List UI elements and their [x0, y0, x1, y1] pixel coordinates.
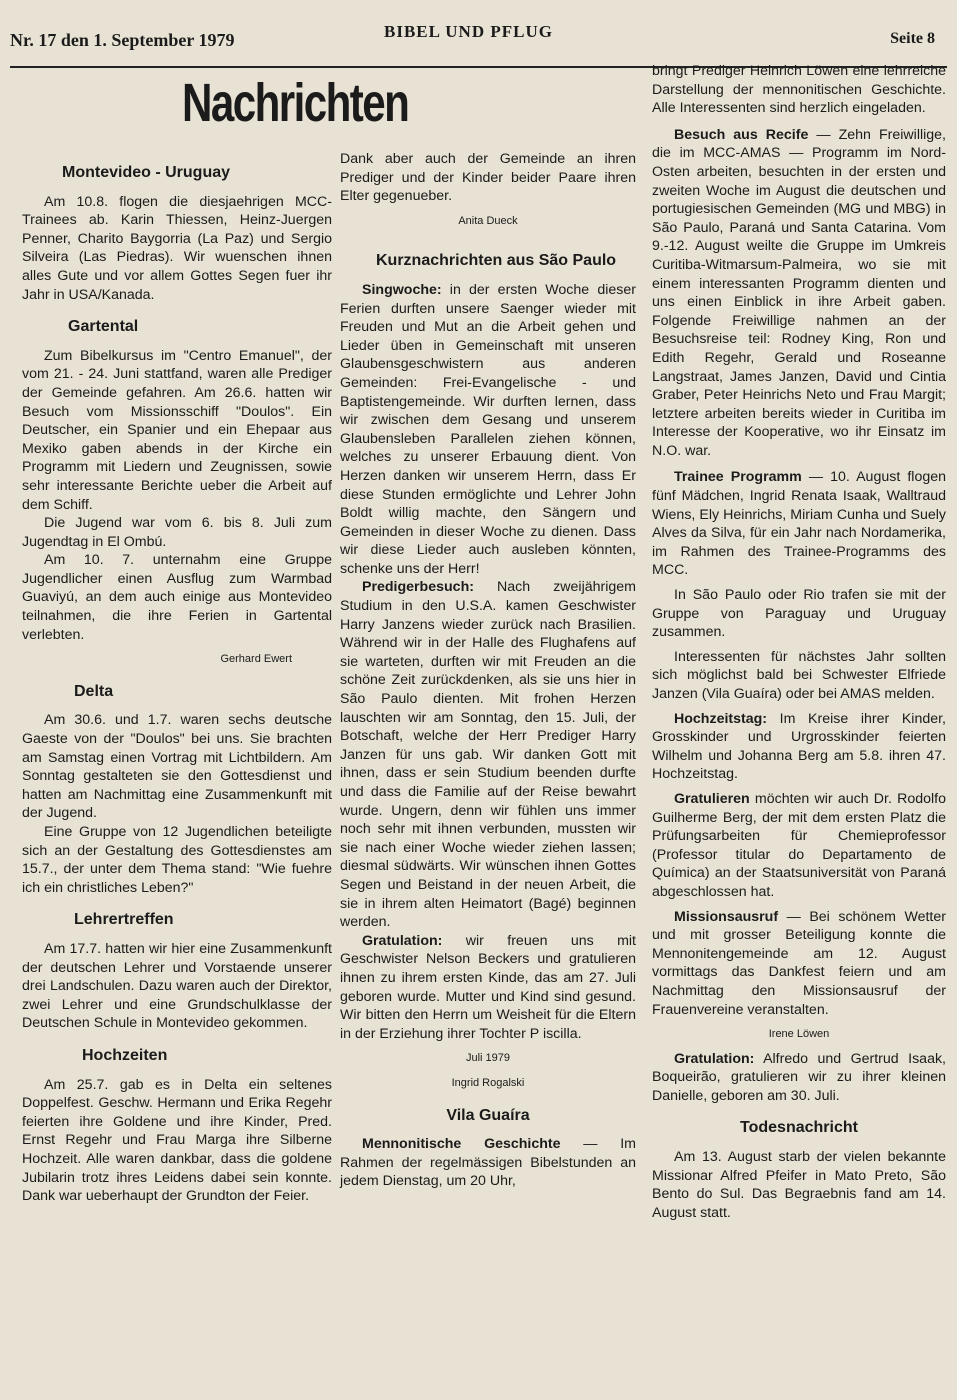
section-title-vila-guaira: Vila Guaíra — [446, 1106, 530, 1124]
masthead-spacer — [22, 70, 332, 150]
gartental-signature: Gerhard Ewert — [220, 653, 292, 666]
column-1 — [22, 70, 332, 1206]
hochzeitstag-lead: Hochzeitstag: — [674, 710, 768, 727]
date-signature: Juli 1979 — [465, 1052, 511, 1065]
recife-text: — Zehn Freiwillige, die im MCC-AMAS — Programm im Nord-Osten arbeiten, besuchten in der ersten und zweiten Woche im August die deutschen und portugiesischen Gemeinden (MG und MBG) in São Paulo, Paraná und Santa Catarina. Vom 9.-12. August weilte die Gruppe im Umkreis Curitiba-Witmarsum-Palmeira, wo sie mit einem interessanten Programm dienten und uns einen Einblick in ihre Arbeit gaben. Folgende Freiwillige nahmen an der Besuchsreise teil: Rodney King, Ron und Edith Regehr, Gerald und Roseanne Langstraat, James Janzen, David und Cintia Graber, Peter Heinrichs Neto und Frau Margit; letztere arbeiten bereits wieder in Curitiba im Interesse der Kooperative, wo ihr Einsatz im N.O. war. — [652, 126, 946, 459]
section-masthead: Nachrichten — [182, 73, 409, 133]
singwoche-text: in der ersten Woche dieser Ferien durften unsere Saenger wieder mit Freuden und Mut an die Arbeit gehen und Lieder üben in Gemeinschaft mit unseren Glaubensgeschwistern aus anderen Gemeinden: Frei-Evangelische - und Baptistengemeinde. Wir durften lernen, dass wir zwischen dem Gesang und unserem Glaubensleben Parallelen ziehen können, welches zu unserer Erbauung dient. Von Herzen danken wir unserem Herrn, dass Er diese Stunden ermöglichte und Lehrer John Boldt willig machte, den Sängern und Gemeinden in dieser Woche zu dienen. Dass wir diese Lieder auch ausleben könnten, schenke uns der Herr! — [340, 281, 636, 577]
gratulieren-text: möchten wir auch Dr. Rodolfo Guilherme Berg, der mit dem ersten Platz die Prüfungsarbeiten für Chemieprofessor (Professor titular do Departamento de Química) an der Staatsuniversität von Paraná abgeschlossen hat. — [652, 790, 946, 900]
section-title-hochzeiten: Hochzeiten — [82, 1046, 168, 1064]
irene-signature: Irene Löwen — [768, 1028, 830, 1041]
trainee-text: — 10. August flogen fünf Mädchen, Ingrid Renata Isaak, Walltraud Wiens, Ely Heinrichs, Miriam Cunha und Suely Alves da Silva, für ein Jahr nach Nordamerika, im Rahmen des Trainee-Programms des MCC. — [652, 469, 947, 579]
lehrertreffen-text: Am 17.7. hatten wir hier eine Zusammenkunft der deutschen Lehrer und Vorstaende unserer drei Landschulen. Dazu waren auch der Direktor, zwei Lehrer und eine Grundschulklasse der Deutschen Schule in Montevideo gekommen. — [22, 940, 332, 1032]
mennonitische-lead: Mennonitische Geschichte — [362, 1136, 561, 1153]
col2-top-text: Dank aber auch der Gemeinde an ihren Prediger und der Kinder beider Paare ihren Elter gegenueber. — [340, 151, 636, 205]
trainee-lead: Trainee Programm — [674, 469, 802, 486]
trainee-p2: In São Paulo oder Rio trafen sie mit der Gruppe von Paraguay und Uruguay zusammen. — [652, 587, 946, 641]
missionsausruf-text: — Bei schönem Wetter und mit grosser Beteiligung konnte die Mennonitengemeinde am 12. August vormittags das Dankfest feiern und am Nachmittag den Missionsausruf der Frauenvereine veranstalten. — [652, 908, 946, 1018]
singwoche-lead: Singwoche: — [362, 281, 442, 298]
section-title-montevideo: Montevideo - Uruguay — [62, 164, 231, 181]
gratulation-lead: Gratulation: — [362, 932, 443, 949]
gratulation-text: wir freuen uns mit Geschwister Nelson Beckers und gratulieren ihnen zu ihrem ersten Kinde, das am 27. Juli geboren wurde. Mutter und Kind sind gesund. Wir bitten den Herrn um Weisheit für die Eltern in der Erziehung ihrer Tochter P iscilla. — [340, 932, 636, 1042]
missionsausruf-lead: Missionsausruf — [674, 908, 779, 925]
page-number: Seite 8 — [890, 30, 935, 47]
publication-title: BIBEL UND PFLUG — [384, 22, 553, 41]
gartental-p1: Zum Bibelkursus im "Centro Emanuel", der vom 21. - 24. Juni stattfand, waren alle Prediger der Gemeinde gefahren. Am 26.6. hatten wir Besuch vom Missionsschiff "Doulos". Ein Deutscher, ein Spanier und ein Ehepaar aus Mexiko gaben abends in der Kirche ein Programm mit Liedern und Zeugnissen, sowie sehr interessante Berichte ueber die Arbeit auf dem Schiff. — [22, 347, 332, 513]
mennonitische-text: — Im Rahmen der regelmässigen Bibelstunden an jedem Dienstag, um 20 Uhr, — [340, 1136, 636, 1190]
ingrid-signature: Ingrid Rogalski — [451, 1076, 525, 1089]
gratulation2-lead: Gratulation: — [674, 1050, 755, 1067]
gartental-p2: Die Jugend war vom 6. bis 8. Juli zum Jugendtag in El Ombú. — [22, 515, 332, 550]
gratulation2-text: Alfredo und Gertrud Isaak, Boqueirão, gratulieren wir zu ihrer kleinen Danielle, geboren am 30. Juli. — [652, 1050, 946, 1104]
anita-signature: Anita Dueck — [458, 214, 518, 227]
recife-lead: Besuch aus Recife — [674, 126, 809, 143]
gartental-p3: Am 10. 7. unternahm eine Gruppe Jugendlicher einen Ausflug zum Warmbad Guaviyú, an dem auch einige aus Montevideo teilnahmen, die ihre Ferien in Gartental verlebten. — [22, 552, 332, 643]
delta-p2: Eine Gruppe von 12 Jugendlichen beteiligte sich an der Gestaltung des Gottesdienstes am 15.7., der unter dem Thema stand: "Wie fuehre ich ein christliches Leben?" — [22, 824, 332, 896]
predigerbesuch-lead: Predigerbesuch: — [362, 579, 474, 596]
issue-date: Nr. 17 den 1. September 1979 — [10, 30, 235, 50]
hochzeiten-text: Am 25.7. gab es in Delta ein seltenes Doppelfest. Geschw. Hermann und Erika Regehr feierten ihre Goldene und ihre Kinder, Pred. Ernst Regehr und Frau Marga ihre Silberne Hochzeit. Alle waren dankbar, dass die goldene Jubilarin trotz ihres Leidens dabei sein konnte. Dank war ueberhaupt der Grundton der Feier. — [22, 1076, 332, 1205]
col3-top-text: bringt Prediger Heinrich Löwen eine lehrreiche Darstellung der mennonitischen Geschichte. Alle Interessenten sind herzlich eingeladen. — [652, 63, 946, 117]
todesnachricht-text: Am 13. August starb der vielen bekannte Missionar Alfred Pfeifer in Mato Preto, São Bento do Sul. Das Begraebnis fand am 14. August statt. — [652, 1149, 946, 1221]
montevideo-text: Am 10.8. flogen die diesjaehrigen MCC-Trainees ab. Karin Thiessen, Heinz-Juergen Penner, Charito Baygorria (La Paz) und Sergio Silveira (Las Piedras). Wir wuenschen ihnen alles Gute und vor allem Gottes Segen fuer ihr Jahr in USA/Kanada. — [22, 193, 332, 303]
gratulieren-lead: Gratulieren — [674, 790, 750, 807]
delta-p1: Am 30.6. und 1.7. waren sechs deutsche Gaeste von der "Doulos" bei uns. Sie brachten am Samstag einen Vortrag mit Lichtbildern. Am Sonntag gestalteten sie den Gottesdienst und hatten am Nachmittag eine Zusammenkunft mit der Jugend. — [22, 712, 332, 822]
section-title-gartental: Gartental — [68, 318, 139, 336]
column-3 — [652, 62, 946, 1222]
section-title-kurznachrichten: Kurznachrichten aus São Paulo — [376, 252, 617, 270]
section-title-lehrertreffen: Lehrertreffen — [74, 911, 174, 929]
section-title-todesnachricht: Todesnachricht — [740, 1119, 858, 1137]
page-header — [0, 20, 957, 56]
trainee-p3: Interessenten für nächstes Jahr sollten sich möglichst bald bei Schwester Elfriede Janzen (Vila Guaíra) oder bei AMAS melden. — [652, 648, 946, 702]
column-2 — [340, 150, 636, 1191]
predigerbesuch-text: Nach zweijährigem Studium in den U.S.A. kamen Geschwister Harry Janzens wieder zurück nach Brasilien. Während wir in der Halle des Flughafens auf sie warteten, durften wir mit Freuden an die schöne Zeit zurückdenken, als sie uns hier in São Paulo dienten. Mit frohen Herzen lauschten wir am Sonntag, den 15. Juli, der Botschaft, welche der Herr Prediger Harry Janzen für uns gab. Wir danken Gott mit ihnen, dass er sein Studium beenden durfte und dass die Familie auf der Reise bewahrt wurde. Ungern, denn wir fühlen uns immer noch sehr mit ihnen verbunden, mussten wir sie nach einer Woche wieder ziehen lassen; diesmal südwärts. Wir wünschen ihnen Gottes Segen und Beistand in der neuen Arbeit, die sie in ihrem alten Heimatort (Bagé) beginnen werden. — [340, 579, 636, 931]
section-title-delta: Delta — [74, 682, 114, 700]
hochzeitstag-text: Im Kreise ihrer Kinder, Grosskinder und Urgrosskinder feierten Wilhelm und Johanna Berg am 5.8. ihren 47. Hochzeitstag. — [652, 710, 946, 783]
